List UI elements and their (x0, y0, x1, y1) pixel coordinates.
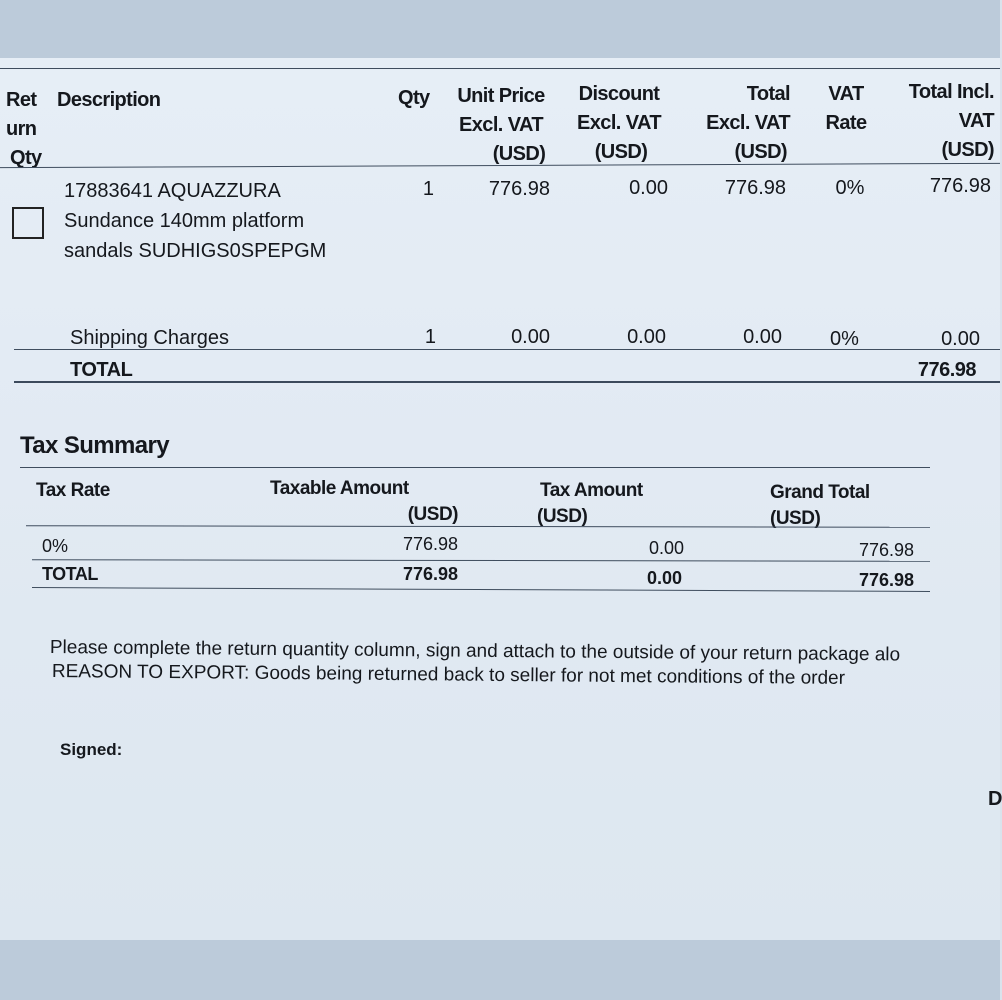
ts-total-tax-amount: 0.00 (646, 568, 682, 588)
ts-total-label: TOTAL (42, 564, 98, 584)
shipping-total-excl: 0.00 (743, 326, 782, 348)
table-top-rule (0, 68, 1000, 69)
return-invoice-paper (0, 58, 1000, 940)
item-unit-price: 776.98 (488, 178, 550, 200)
shipping-discount: 0.00 (627, 326, 666, 348)
ts-row-tax-rate: 0% (42, 536, 69, 556)
item-total-incl: 776.98 (929, 175, 991, 197)
header-vat-rate: VAT Rate (825, 83, 867, 134)
cut-off-text-fragment: D (988, 788, 1002, 810)
return-qty-checkbox[interactable] (12, 207, 44, 239)
total-label: TOTAL (70, 359, 133, 381)
shipping-bottom-rule (14, 349, 1000, 350)
ts-row-bottom-rule (32, 559, 930, 562)
total-value: 776.98 (917, 359, 976, 381)
total-bottom-rule (14, 381, 1000, 383)
item-qty: 1 (422, 178, 434, 200)
ts-header-taxable-amount: Taxable Amount (USD) (270, 478, 458, 525)
tax-summary-title: Tax Summary (20, 432, 170, 459)
photo-background-bottom (0, 940, 1000, 1000)
export-reason-line: REASON TO EXPORT: Goods being returned back to seller for not met conditions of the order (51, 661, 846, 689)
ts-header-tax-rate: Tax Rate (36, 480, 110, 501)
header-return-qty: Ret urn Qty (6, 89, 42, 169)
header-qty: Qty (398, 87, 430, 109)
header-description: Description (57, 89, 161, 111)
return-instructions-line: Please complete the return quantity column, sign and attach to the outside of your return package alo (49, 637, 901, 666)
item-discount: 0.00 (629, 177, 668, 199)
item-description: 17883641 AQUAZZURA Sundance 140mm platform sandals SUDHIGS0SPEPGM (64, 180, 327, 262)
shipping-unit-price: 0.00 (511, 326, 550, 348)
shipping-vat-rate: 0% (830, 328, 859, 350)
header-total-excl: Total Excl. VAT (USD) (706, 83, 790, 163)
item-vat-rate: 0% (835, 177, 865, 199)
shipping-label: Shipping Charges (70, 327, 229, 349)
header-discount: Discount Excl. VAT (USD) (577, 83, 661, 163)
header-total-incl: Total Incl. VAT (USD) (908, 81, 994, 161)
ts-header-bottom-rule (26, 525, 930, 528)
ts-row-tax-amount: 0.00 (648, 538, 684, 558)
ts-row-taxable-amount: 776.98 (402, 534, 458, 554)
item-total-excl: 776.98 (724, 177, 786, 199)
signed-label: Signed: (60, 740, 123, 759)
photo-background-top (0, 0, 1000, 58)
header-unit-price: Unit Price Excl. VAT (USD) (457, 85, 546, 165)
shipping-qty: 1 (424, 326, 436, 348)
shipping-total-incl: 0.00 (941, 328, 980, 350)
ts-total-taxable-amount: 776.98 (402, 564, 458, 584)
ts-total-grand-total: 776.98 (858, 570, 914, 590)
ts-header-grand-total: Grand Total (USD) (770, 482, 870, 529)
ts-header-tax-amount: Tax Amount (USD) (537, 480, 643, 527)
tax-summary-top-rule (20, 467, 930, 468)
ts-row-grand-total: 776.98 (858, 540, 914, 560)
